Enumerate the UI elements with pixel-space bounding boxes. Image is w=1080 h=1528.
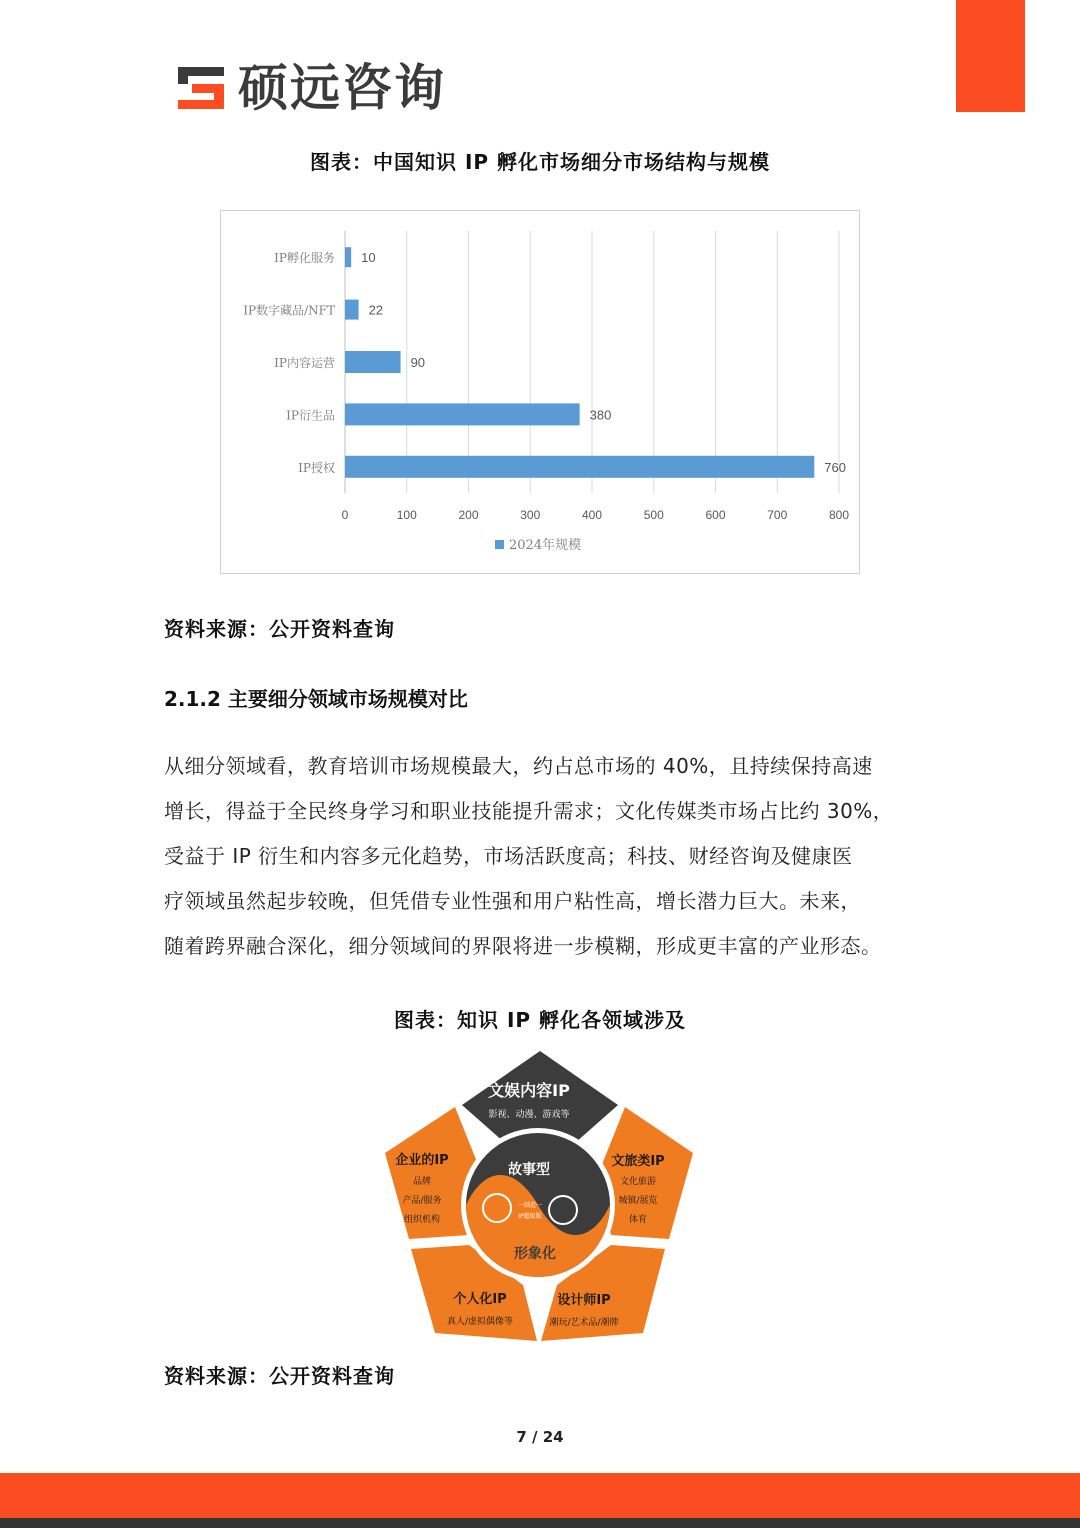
bar-chart [221, 211, 859, 573]
segment-title: 个人化IP [453, 1292, 507, 1307]
swirl-dot-right [549, 1196, 577, 1224]
segment-sub: 体育 [628, 1215, 648, 1225]
bar [345, 247, 351, 267]
paragraph-line: 从细分领域看，教育培训市场规模最大，约占总市场的 40%，且持续保持高速 [164, 754, 873, 778]
bar [345, 403, 580, 425]
x-tick-label: 400 [581, 508, 603, 522]
footer-bar [0, 1473, 1080, 1518]
segment-title: 文旅类IP [611, 1154, 665, 1169]
brand-logo [176, 58, 446, 118]
segment-title: 设计师IP [557, 1293, 611, 1308]
segment-title: 企业的IP [395, 1153, 449, 1168]
category-label: IP内容运营 [274, 356, 335, 370]
segment-sub: 真人/虚拟偶像等 [446, 1317, 514, 1327]
x-tick-label: 600 [705, 508, 726, 522]
data-label: 380 [589, 407, 612, 423]
data-label: 22 [368, 302, 384, 318]
center-small-label: 一制造一 [517, 1202, 543, 1209]
data-label: 10 [361, 250, 376, 266]
paragraph-line: 受益于 IP 衍生和内容多元化趋势，市场活跃度高；科技、财经咨询及健康医 [164, 844, 853, 868]
segment-sub: 产品/服务 [402, 1196, 442, 1206]
body-paragraph [164, 744, 934, 969]
section-heading: 2.1.2 主要细分领域市场规模对比 [164, 687, 468, 711]
chart1-caption: 图表：中国知识 IP 孵化市场细分市场结构与规模 [309, 150, 771, 174]
center-top-label: 故事型 [508, 1162, 550, 1178]
legend-swatch [495, 540, 504, 549]
paragraph-line: 疗领域虽然起步较晚，但凭借专业性强和用户粘性高，增长潜力巨大。未来， [164, 889, 861, 913]
data-label: 90 [410, 355, 426, 370]
brand-name: 硕远咨询 [238, 59, 446, 117]
x-tick-label: 500 [643, 508, 664, 522]
ip-domain-diagram [375, 1045, 705, 1350]
bar-chart-frame [220, 210, 860, 574]
x-tick-label: 100 [396, 508, 417, 522]
category-label: IP衍生品 [286, 408, 335, 423]
paragraph-line: 随着跨界融合深化，细分领域间的界限将进一步模糊，形成更丰富的产业形态。 [164, 934, 882, 958]
segment-title: 文娱内容IP [488, 1081, 570, 1100]
data-label: 760 [824, 459, 847, 475]
center-small-label: IP超级版 [518, 1213, 542, 1220]
source-note-1: 资料来源：公开资料查询 [164, 617, 395, 641]
chart2-caption: 图表：知识 IP 孵化各领域涉及 [393, 1008, 687, 1032]
x-tick-label: 800 [828, 508, 850, 522]
segment-sub: 影视、动漫、游戏等 [488, 1110, 570, 1120]
source-note-2: 资料来源：公开资料查询 [164, 1364, 395, 1388]
paragraph-line: 增长，得益于全民终身学习和职业技能提升需求；文化传媒类市场占比约 30%， [164, 799, 894, 823]
segment-sub: 文化旅游 [619, 1177, 657, 1187]
corner-accent-block [956, 0, 1025, 112]
category-label: IP孵化服务 [274, 251, 335, 266]
center-bottom-label: 形象化 [514, 1246, 556, 1262]
x-tick-label: 300 [520, 508, 541, 522]
bar [345, 351, 401, 373]
category-label: IP授权 [298, 460, 335, 475]
swirl-dot-left [483, 1194, 511, 1222]
x-tick-label: 0 [341, 508, 349, 522]
segment-sub: 城镇/展览 [618, 1196, 658, 1206]
x-tick-label: 200 [458, 508, 479, 522]
bar [345, 456, 814, 478]
page-number: 7 / 24 [516, 1428, 564, 1446]
segment-sub: 组织机构 [403, 1215, 441, 1225]
footer-dark-strip [0, 1518, 1080, 1528]
category-label: IP数字藏品/NFT [243, 303, 335, 318]
legend-label: 2024年规模 [509, 538, 582, 553]
segment-sub: 潮玩/艺术品/潮牌 [549, 1318, 619, 1328]
x-tick-label: 700 [767, 508, 788, 522]
brand-mark-icon [176, 63, 226, 113]
segment-sub: 品牌 [412, 1177, 432, 1187]
bar [345, 300, 359, 320]
